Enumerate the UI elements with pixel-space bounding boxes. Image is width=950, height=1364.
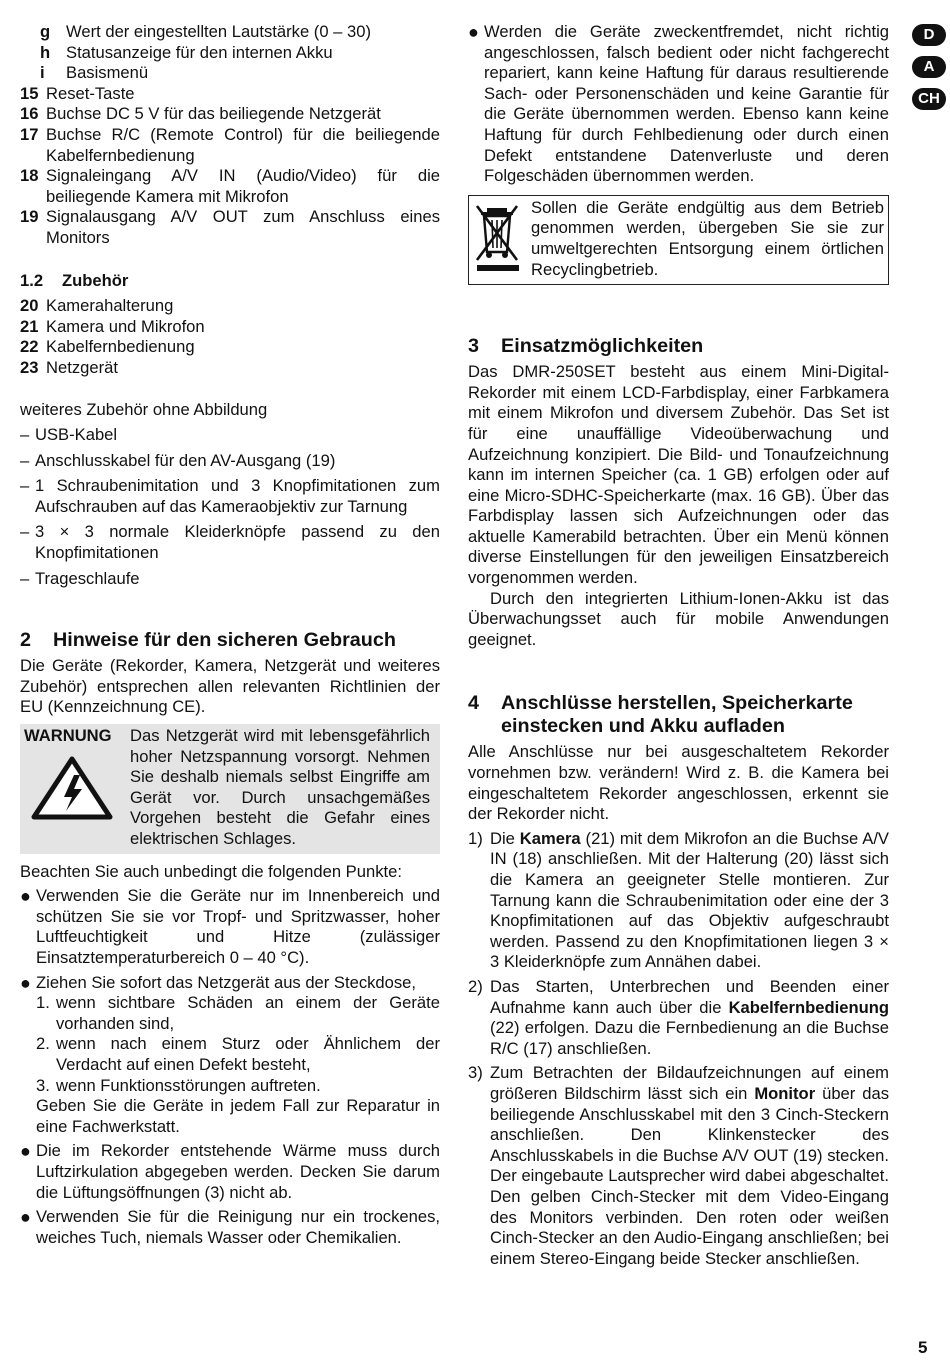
bullet-icon: ● [20,1141,31,1162]
points-intro: Beachten Sie auch unbedingt die folgenden Punkte: [20,861,402,881]
list-item: 23 Netzgerät [20,357,118,377]
list-item: 16 Buchse DC 5 V für das beiliegende Netzgerät [20,104,381,124]
list-item: 2. wenn nach einem Sturz oder Ähnlichem der Verdacht auf einen Defekt besteht, [36,1034,440,1074]
bullet-item: ● Verwenden Sie für die Reinigung nur ein trockenes, weiches Tuch, niemals Wasser oder Chemikalien. [20,1207,440,1247]
bullet-item: ● Ziehen Sie sofort das Netzgerät aus der Steckdose, 1. wenn sichtbare Schäden an einem der Geräte vorhanden sind, 2. wenn nach einem Sturz oder Ähnlichem der Verdacht auf einen Defekt besteht, 3. wenn Funktionsstörungen auftreten. Geben Sie die Geräte in jedem Fall zur Reparatur in eine Fachwerkstatt. [20,972,440,1136]
crossed-bin-icon [473,202,523,274]
left-column [20,22,440,1248]
component-list [20,84,440,249]
bullet-icon: ● [20,886,31,907]
sublist [20,22,440,84]
section-heading-1-2: 1.2 Zubehör [20,270,129,290]
list-item: 1. wenn sichtbare Schäden an einem der Geräte vorhanden sind, [36,993,440,1033]
high-voltage-icon [30,755,114,821]
section-heading-3: 3 Einsatzmöglichkeiten [468,335,704,358]
section-3-paragraph: Das DMR-250SET besteht aus einem Mini-Digital-Rekorder mit einem LCD-Farbdisplay, einer Farbkamera mit einem Mikrofon und diversem Zubehör. Das Set ist für eine unauffällige Videoüberwachung und Aufzeichnung konzipiert. Die Bild- und Tonaufzeichnung kann im internen Speicher (ca. 1 GB) erfolgen oder auf eine Micro-SDHC-Speicherkarte (max. 16 GB). Über das Farbdisplay lassen sich Aufzeichnungen oder das aktuelle Kamerabild betrachten. Über ein Menü können diverse Einstellungen für den jeweiligen Einsatzbereich vorgenommen werden. [468,362,889,588]
language-badge: CH [912,88,946,110]
accessory-list [20,296,440,378]
bullet-icon: ● [468,22,479,42]
warning-text: Das Netzgerät wird mit lebensgefährlich hoher Netzspannung vorsorgt. Nehmen Sie deshalb niemals selbst Eingriffe am Gerät vor. Durch unsachgemäßes Vorgehen besteht die Gefahr eines elektrischen Schlages. [130,726,430,848]
list-item: 19 Signalausgang A/V OUT zum Anschluss eines Monitors [20,207,440,247]
section-heading-4: 4 Anschlüsse herstellen, Speicherkarte einstecken und Akku aufladen [468,692,853,738]
dash-list [20,425,440,589]
language-badges [912,24,946,120]
section-3-paragraph: Durch den integrierten Lithium-Ionen-Akku ist das Überwachungsset auch für mobile Anwendungen geeignet. [468,588,889,649]
list-item: – 1 Schraubenimitation und 3 Knopfimitationen zum Aufschrauben auf das Kameraobjektiv zur Tarnung [20,476,440,516]
bullet-icon: ● [20,1207,31,1228]
section-2-intro: Die Geräte (Rekorder, Kamera, Netzgerät und weiteres Zubehör) entsprechen allen relevanten Richtlinien der EU (Kennzeichnung CE). [20,656,440,717]
list-item: 21 Kamera und Mikrofon [20,316,205,336]
bullet-item: ● Verwenden Sie die Geräte nur im Innenbereich und schützen Sie sie vor Tropf- und Spritzwasser, hoher Luftfeuchtigkeit und Hitze (zulässiger Einsatztemperaturbereich 0 – 40 °C). [20,886,440,967]
list-item: – 3 × 3 normale Kleiderknöpfe passend zu den Knopfimitationen [20,522,440,563]
list-item: 20 Kamerahalterung [20,296,174,316]
list-item: 3. wenn Funktionsstörungen auftreten. [36,1075,321,1095]
recycling-box [468,195,889,285]
list-item: 15 Reset-Taste [20,83,135,103]
section-4-intro: Alle Anschlüsse nur bei ausgeschaltetem Rekorder vornehmen bzw. verändern! Wird z. B. die Kamera bei eingeschaltetem Rekorder angeschlossen, erkennt sie der Rekorder nicht. [468,742,889,824]
recycling-text: Sollen die Geräte endgültig aus dem Betrieb genommen werden, übergeben Sie sie zur umweltgerechten Entsorgung einem örtlichen Recyclingbetrieb. [531,197,884,279]
warning-box [20,724,440,854]
list-item: – Anschlusskabel für den AV-Ausgang (19) [20,450,336,470]
step-item: 1) Die Kamera (21) mit dem Mikrofon an die Buchse A/V IN (18) anschließen. Mit der Halterung (20) lässt sich die Kamera an geeigneter Stelle montieren. Zur Tarnung kann die Schraubenimitation oder eine der 3 Knopfimitationen auf das Objektiv aufgeschraubt werden. Passend zu den Knopfimitationen liegen 3 × 3 Kleiderknöpfe zum Annähen dabei. [468,828,889,972]
list-item: g Wert der eingestellten Lautstärke (0 – 30) [40,22,371,41]
step-item: 2) Das Starten, Unterbrechen und Beenden einer Aufnahme kann auch über die Kabelfernbedienung (22) erfolgen. Dazu die Fernbedienung an die Buchse R/C (17) anschließen. [468,976,889,1058]
language-badge: A [912,56,946,78]
page-number: 5 [918,1338,928,1357]
right-column [468,22,889,1269]
step-item: 3) Zum Betrachten der Bildaufzeichnungen auf einem größeren Bildschirm lässt sich ein Monitor über das beiliegende Anschlusskabel mit den 3 Cinch-Steckern anschließen. Den Klinkenstecker des Anschlusskabels in die Buchse A/V OUT (19) stecken. Der eingebaute Lautsprecher wird dabei abgeschaltet. Den gelben Cinch-Stecker mit dem Video-Eingang des Monitors verbinden. Den roten oder weißen Cinch-Stecker an den Audio-Eingang anschließen; bei einem Stereo-Eingang beide Stecker anschließen. [468,1063,889,1268]
list-item: i Basismenü [40,63,149,83]
bullet-item: ● Die im Rekorder entstehende Wärme muss durch Luftzirkulation abgegeben werden. Decken Sie darum die Lüftungsöffnungen (3) nicht ab. [20,1141,440,1202]
warning-label: WARNUNG [24,726,112,746]
language-badge: D [912,24,946,46]
list-item: – Trageschlaufe [20,568,140,588]
section-heading-2: 2 Hinweise für den sicheren Gebrauch [20,629,396,652]
bullet-item: ● Werden die Geräte zweckentfremdet, nicht richtig angeschlossen, falsch bedient oder nicht fachgerecht repariert, kann keine Haftung für daraus resultierende Sach- oder Personenschäden und keine Garantie für die Geräte übernommen werden. Ebenso kann keine Haftung für durch Fehlbedienung oder durch einen Defekt entstandene Datenverluste und deren Folgeschäden übernommen werden. [468,22,889,186]
more-accessories-title: weiteres Zubehör ohne Abbildung [20,399,268,419]
list-item: h Statusanzeige für den internen Akku [40,42,333,62]
list-item: – USB-Kabel [20,425,118,445]
list-item: 17 Buchse R/C (Remote Control) für die beiliegende Kabelfernbedienung [20,124,440,165]
list-item: 18 Signaleingang A/V IN (Audio/Video) für die beiliegende Kamera mit Mikrofon [20,166,440,206]
bullet-icon: ● [20,972,31,993]
list-item: 22 Kabelfernbedienung [20,337,195,357]
